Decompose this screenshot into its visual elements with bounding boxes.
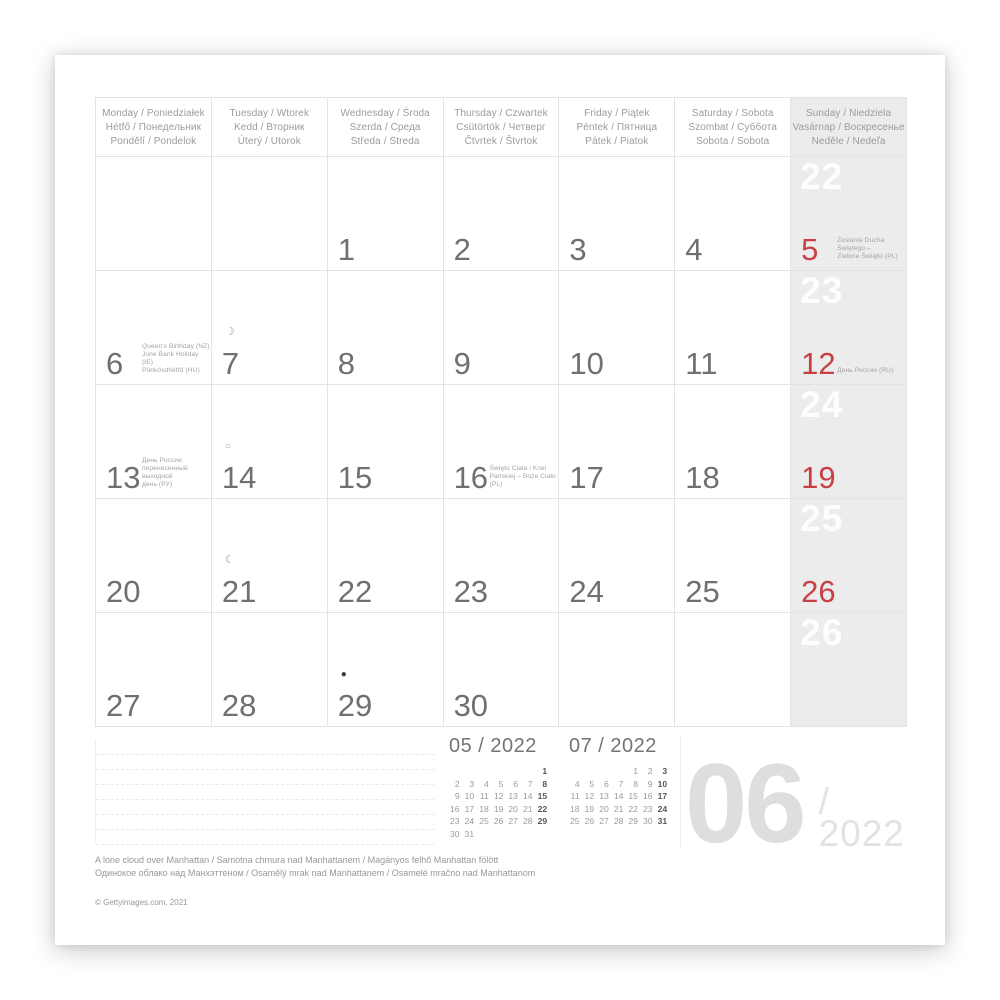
mini-day [505, 766, 520, 779]
date-number: 16 [453, 460, 489, 495]
day-cell [675, 271, 791, 385]
day-cell [675, 613, 791, 727]
mini-day: 6 [604, 778, 609, 789]
mini-day [505, 829, 520, 842]
date-number: 20 [106, 574, 141, 609]
mini-day: 4 [484, 778, 489, 789]
mini-day: 12 [493, 791, 504, 802]
day-header [212, 98, 328, 157]
mini-day: 30 [450, 828, 460, 839]
holiday-line: Queen's Birthday (NZ) [142, 343, 210, 350]
mini-day: 1 [542, 766, 548, 776]
notes-line [96, 799, 434, 800]
day-header-line: Thursday / Czwartek [454, 108, 548, 119]
day-cell [559, 499, 675, 613]
day-header-line: Středa / Streda [350, 136, 420, 147]
day-cell [212, 271, 328, 385]
mini-day [567, 766, 582, 779]
date-number: 2 [453, 232, 471, 267]
mini-day: 15 [628, 791, 638, 802]
date-number: 7 [221, 346, 240, 381]
week-number: 22 [800, 156, 844, 197]
notes-line [96, 814, 434, 815]
mini-day: 23 [643, 803, 653, 814]
date-number: 1 [337, 232, 355, 267]
mini-calendar-may-grid [447, 766, 555, 842]
week-number: 26 [800, 612, 844, 653]
notes-line [96, 769, 434, 770]
mini-day: 25 [570, 816, 580, 827]
mini-day: 2 [647, 766, 653, 776]
mini-day: 24 [464, 816, 475, 827]
date-number: 19 [801, 460, 836, 495]
day-header [675, 98, 791, 157]
day-cell [791, 613, 907, 727]
notes-line [96, 784, 434, 785]
day-cell [675, 499, 791, 613]
mini-day: 16 [450, 803, 460, 814]
holiday-label [837, 237, 906, 261]
mini-day: 5 [589, 778, 595, 789]
mini-day: 26 [584, 816, 595, 827]
date-number: 8 [337, 346, 355, 381]
new-moon-moon-icon: ● [340, 669, 347, 680]
mini-day: 24 [657, 803, 668, 814]
day-cell [559, 613, 675, 727]
holiday-line: June Bank Holiday (IE) [142, 351, 199, 366]
photo-caption [95, 854, 535, 880]
day-header-line: Wednesday / Środa [340, 108, 430, 119]
mini-day: 29 [537, 816, 548, 827]
day-header-line: Kedd / Вторник [234, 122, 305, 133]
day-cell [675, 385, 791, 499]
day-cell [328, 271, 444, 385]
day-cell [96, 385, 212, 499]
mini-day: 10 [464, 791, 475, 802]
date-number: 24 [569, 574, 604, 609]
mini-day: 29 [628, 816, 638, 827]
mini-day [476, 829, 491, 842]
date-number: 27 [106, 688, 141, 723]
mini-calendar-may [443, 735, 555, 842]
mini-day [596, 766, 611, 779]
date-number: 29 [337, 688, 373, 723]
mini-day: 31 [657, 816, 668, 827]
day-cell [328, 385, 444, 499]
mini-day [582, 766, 597, 779]
day-header-line: Saturday / Sobota [691, 108, 774, 119]
mini-day: 7 [618, 778, 624, 789]
day-cell [675, 157, 791, 271]
holiday-line: Pańskiej – Boże Ciało (PL) [489, 473, 556, 488]
first-quarter-moon-icon: ☽ [224, 326, 235, 338]
date-number: 30 [453, 688, 489, 723]
calendar-grid [95, 97, 907, 727]
date-number: 21 [221, 574, 257, 609]
day-cell [791, 385, 907, 499]
holiday-line: перенесенный выходной [142, 465, 188, 480]
day-cell [791, 157, 907, 271]
date-number: 3 [569, 232, 587, 267]
day-cell [96, 613, 212, 727]
mini-day: 3 [469, 778, 475, 789]
mini-day: 22 [628, 803, 638, 814]
day-header-line: Čtvrtek / Štvrtok [464, 136, 538, 147]
mini-calendar-july [563, 735, 675, 829]
notes-area [95, 740, 434, 842]
mini-day: 4 [574, 778, 580, 789]
day-cell [444, 157, 560, 271]
date-number: 12 [801, 346, 836, 381]
calendar-page [55, 55, 945, 945]
mini-day: 23 [450, 816, 460, 827]
mini-day: 19 [584, 803, 595, 814]
holiday-line: Zesłanie Ducha Świętego – [837, 237, 885, 252]
mini-day: 27 [599, 816, 609, 827]
day-cell [444, 499, 560, 613]
mini-day: 10 [657, 778, 668, 789]
day-header-line: Friday / Piątek [584, 108, 650, 119]
holiday-label [142, 457, 211, 489]
day-header [96, 98, 212, 157]
day-cell [791, 271, 907, 385]
day-header-line: Pondělí / Pondelok [110, 136, 197, 147]
holiday-label [490, 465, 559, 489]
mini-day: 6 [513, 778, 518, 789]
mini-day: 21 [523, 803, 533, 814]
day-cell [444, 271, 560, 385]
notes-line [96, 829, 434, 830]
day-cell [96, 157, 212, 271]
date-number: 9 [453, 346, 471, 381]
mini-day: 26 [493, 816, 504, 827]
mini-day [520, 766, 535, 779]
day-cell [791, 499, 907, 613]
day-cell [96, 499, 212, 613]
date-number: 26 [801, 574, 836, 609]
mini-day: 8 [542, 778, 548, 789]
mini-day: 9 [454, 791, 460, 802]
mini-day [520, 829, 535, 842]
mini-day [491, 829, 506, 842]
day-cell [212, 157, 328, 271]
day-header-line: Sobota / Sobota [696, 136, 770, 147]
mini-day: 2 [454, 778, 460, 789]
day-header-line: Pátek / Piatok [585, 136, 649, 147]
day-header-line: Szerda / Среда [349, 122, 421, 133]
mini-day: 11 [479, 791, 489, 802]
mini-day: 16 [643, 791, 653, 802]
mini-day: 12 [584, 791, 595, 802]
month-number: 06 [685, 741, 804, 867]
day-cell [212, 385, 328, 499]
holiday-line: Zielone Świątki (PL) [837, 253, 898, 260]
day-header-line: Úterý / Utorok [237, 136, 301, 147]
mini-day: 17 [464, 803, 475, 814]
mini-day: 19 [493, 803, 504, 814]
holiday-line: День России [142, 457, 182, 464]
mini-day: 11 [570, 791, 580, 802]
day-header-line: Sunday / Niedziela [805, 108, 892, 119]
mini-day [491, 766, 506, 779]
day-header-line: Hétfő / Понедельник [105, 122, 202, 133]
mini-day: 14 [613, 791, 624, 802]
mini-day [447, 766, 462, 779]
day-header [559, 98, 675, 157]
date-number: 10 [569, 346, 604, 381]
day-header [791, 98, 907, 157]
mini-day: 20 [599, 803, 609, 814]
day-cell [559, 271, 675, 385]
copyright: © Gettyimages.com, 2021 [95, 898, 188, 907]
day-cell [328, 613, 444, 727]
day-cell [212, 499, 328, 613]
mini-day: 17 [657, 791, 668, 802]
date-number: 23 [453, 574, 489, 609]
mini-day: 14 [523, 791, 533, 802]
day-cell [559, 385, 675, 499]
notes-line [96, 844, 434, 845]
day-header [328, 98, 444, 157]
date-number: 4 [685, 232, 703, 267]
mini-day: 15 [537, 791, 548, 802]
caption-line-2: Одинокое облако над Манхэттеном / Osamělý mrak nad Manhattanem / Osamelé mračno nad Manhattanom [95, 868, 536, 878]
last-quarter-moon-icon: ☾ [224, 554, 235, 566]
bottom-section-divider [680, 735, 681, 847]
mini-day: 7 [527, 778, 533, 789]
day-header-line: Péntek / Пятница [576, 122, 658, 133]
mini-day: 1 [633, 766, 638, 776]
mini-day: 13 [508, 791, 518, 802]
week-number: 24 [800, 384, 844, 425]
date-number: 5 [801, 232, 819, 267]
year-label: / 2022 [818, 781, 905, 854]
date-number: 18 [685, 460, 720, 495]
mini-day: 20 [508, 803, 518, 814]
day-header-line: Monday / Poniedziałek [102, 108, 205, 119]
day-header-line: Csütörtök / Четверг [456, 122, 546, 133]
mini-day: 3 [662, 766, 668, 776]
date-number: 13 [106, 460, 141, 495]
holiday-label [837, 367, 893, 375]
holiday-label [142, 343, 211, 375]
caption-line-1: A lone cloud over Manhattan / Samotna chmura nad Manhattanem / Magányos felhő Manhattan fölött [95, 855, 499, 865]
mini-day [611, 766, 626, 779]
day-cell [444, 385, 560, 499]
mini-day: 25 [479, 816, 489, 827]
holiday-line: день (РУ) [142, 481, 173, 488]
mini-day: 31 [464, 828, 475, 839]
day-header [444, 98, 560, 157]
day-header-line: Tuesday / Wtorek [229, 108, 310, 119]
date-number: 11 [685, 346, 718, 381]
mini-day: 28 [613, 816, 624, 827]
mini-day: 30 [643, 816, 653, 827]
day-cell [328, 499, 444, 613]
date-number: 15 [337, 460, 373, 495]
mini-day: 13 [599, 791, 609, 802]
notes-line [96, 754, 434, 755]
day-cell [96, 271, 212, 385]
holiday-line: Pünkösdhétfő (HU) [142, 367, 200, 374]
mini-day [535, 829, 550, 842]
day-cell [559, 157, 675, 271]
mini-day: 22 [537, 803, 548, 814]
mini-day: 8 [633, 778, 638, 789]
mini-calendar-may-title: 05 / 2022 [449, 735, 537, 757]
date-number: 28 [221, 688, 257, 723]
mini-day: 21 [613, 803, 624, 814]
mini-day: 27 [508, 816, 518, 827]
date-number: 14 [221, 460, 257, 495]
day-cell [444, 613, 560, 727]
week-number: 25 [800, 498, 844, 539]
mini-day [462, 766, 477, 779]
full-moon-moon-icon: ○ [224, 441, 231, 452]
month-year-display [685, 741, 907, 867]
date-number: 25 [685, 574, 720, 609]
date-number: 22 [337, 574, 373, 609]
mini-day: 28 [523, 816, 533, 827]
mini-day [476, 766, 491, 779]
date-number: 6 [106, 346, 124, 381]
holiday-line: День России (RU) [837, 367, 894, 374]
date-number: 17 [569, 460, 604, 495]
holiday-line: Święto Ciała i Krwi [489, 465, 547, 472]
mini-calendar-july-title: 07 / 2022 [569, 735, 657, 757]
mini-calendar-july-grid [567, 766, 675, 829]
mini-day: 9 [647, 778, 653, 789]
day-cell [328, 157, 444, 271]
week-number: 23 [800, 270, 844, 311]
day-header-line: Szombat / Суббота [688, 122, 778, 133]
day-cell [212, 613, 328, 727]
day-header-line: Neděle / Nedeľa [811, 136, 886, 147]
mini-day: 18 [570, 803, 580, 814]
mini-day: 5 [498, 778, 504, 789]
day-header-line: Vasárnap / Воскресенье [792, 122, 905, 133]
mini-day: 18 [479, 803, 489, 814]
